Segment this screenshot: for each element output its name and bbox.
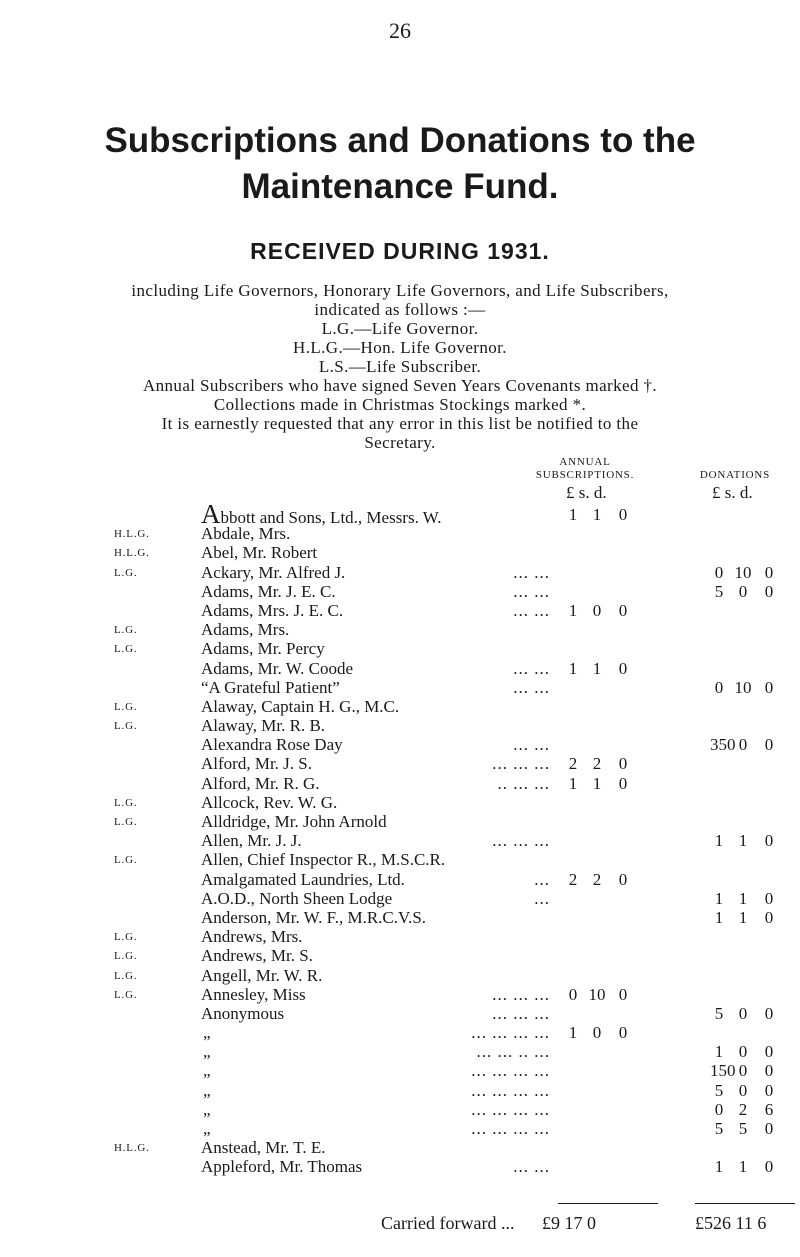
donation-amount-pence: 0 [764,735,774,755]
designation-code: L.G. [114,700,138,713]
entry-name: Alaway, Captain H. G., M.C. [201,696,400,716]
designation-code: L.G. [114,566,138,579]
leader-dots: ... ... [513,1157,550,1177]
page-title: Subscriptions and Donations to the [104,121,696,160]
list-item [0,601,800,620]
annual-amount-pounds: 1 [568,505,578,524]
donation-amount-pounds: 350 [710,735,736,755]
list-item [0,716,800,735]
list-item [0,499,800,529]
leader-dots: ... ... .. ... [476,1042,550,1062]
donation-amount-pence: 0 [764,581,774,601]
list-item [0,985,800,1004]
entry-name: Abel, Mr. Robert [201,543,318,563]
donation-amount-pounds: 1 [714,888,724,908]
list-item [0,927,800,946]
entry-name: Appleford, Mr. Thomas [201,1157,363,1177]
leader-dots: ... [534,888,550,908]
annual-header-line2: SUBSCRIPTIONS. [535,469,635,481]
list-item [0,1061,800,1080]
entry-name: Alford, Mr. R. G. [201,773,320,793]
list-item [0,678,800,697]
list-item [0,620,800,639]
donation-amount-shillings: 1 [738,1157,748,1177]
annual-amount-pounds: 1 [568,1023,578,1043]
annual-amount-pounds: 1 [568,658,578,678]
donation-amount-pence: 0 [764,907,774,927]
donation-amount-shillings: 1 [738,888,748,908]
list-item [0,1119,800,1138]
annual-amount-shillings: 1 [592,773,602,793]
list-item [0,870,800,889]
entry-name: „ [203,1023,211,1043]
leader-dots: ... ... [513,658,550,678]
donation-amount-shillings: 0 [738,581,748,601]
entry-name: Adams, Mrs. [201,620,290,640]
list-item [0,543,800,562]
designation-code: L.G. [114,988,138,1001]
leader-dots: ... ... ... [492,1003,550,1023]
annual-amount-pounds: 1 [568,600,578,620]
entry-name: „ [203,1080,211,1100]
donation-amount-pence: 0 [764,1157,774,1177]
list-item [0,1081,800,1100]
list-item [0,524,800,543]
list-item [0,754,800,773]
leader-dots: ... ... ... ... [471,1061,550,1081]
donation-amount-shillings: 10 [734,562,752,582]
leader-dots: ... ... ... [492,984,550,1004]
annual-amount-shillings: 1 [592,505,602,524]
annual-units: £ s. d. [566,483,607,502]
designation-code: L.G. [114,624,138,637]
list-item [0,946,800,965]
designation-code: L.G. [114,720,138,733]
entry-name: Anstead, Mr. T. E. [201,1138,326,1158]
list-item [0,966,800,985]
list-item [0,1157,800,1176]
annual-amount-pence: 0 [618,869,628,889]
entry-name: Ackary, Mr. Alfred J. [201,562,346,582]
leader-dots: .. ... ... [497,773,550,793]
list-item [0,793,800,812]
donation-amount-pence: 0 [764,1119,774,1138]
entry-name: Andrews, Mr. S. [201,946,313,966]
donation-amount-pence: 0 [764,562,774,582]
leader-dots: ... ... [513,677,550,697]
carried-forward-annual-total: £9 17 0 [542,1213,596,1233]
entry-name: „ [203,1099,211,1119]
leader-dots: ... ... ... [492,831,550,851]
list-item [0,697,800,716]
list-item [0,563,800,582]
annual-amount-pence: 0 [618,984,628,1004]
entry-name: Alford, Mr. J. S. [201,754,312,774]
leader-dots: ... ... [513,735,550,755]
page-subtitle: RECEIVED DURING 1931. [250,238,550,264]
entry-name: A.O.D., North Sheen Lodge [201,888,393,908]
annual-amount-pounds: 2 [568,754,578,774]
donation-amount-shillings: 1 [738,907,748,927]
entry-name: Adams, Mrs. J. E. C. [201,600,344,620]
intro-line: including Life Governors, Honorary Life Governors, and Life Subscribers, [131,281,669,300]
entry-name: Abdale, Mrs. [201,524,291,544]
leader-dots: ... ... ... [492,754,550,774]
leader-dots: ... ... ... ... [471,1023,550,1043]
entry-name: Allen, Mr. J. J. [201,831,302,851]
donation-amount-pounds: 5 [714,1080,724,1100]
donation-amount-shillings: 1 [738,831,748,851]
donation-amount-pence: 0 [764,888,774,908]
entry-name: Annesley, Miss [201,984,306,1004]
total-rule-annual [558,1203,658,1204]
donation-amount-pounds: 0 [714,562,724,582]
donation-amount-shillings: 2 [738,1099,748,1119]
annual-amount-pounds: 1 [568,773,578,793]
designation-code: L.G. [114,854,138,867]
list-item [0,831,800,850]
donation-amount-pounds: 5 [714,1119,724,1138]
carried-forward-label: Carried forward ... [381,1213,515,1233]
annual-amount-pence: 0 [618,1023,628,1043]
annual-amount-pounds: 2 [568,869,578,889]
donations-units: £ s. d. [712,483,753,502]
intro-line: Collections made in Christmas Stockings marked *. [213,395,587,414]
donation-amount-pence: 0 [764,1080,774,1100]
intro-line: L.S.—Life Subscriber. [318,357,482,376]
list-item [0,1138,800,1157]
intro-line: Secretary. [364,433,436,452]
annual-amount-pence: 0 [618,505,628,524]
donation-amount-pence: 0 [764,1003,774,1023]
total-rule-donations [695,1203,795,1204]
annual-amount-pence: 0 [618,754,628,774]
leader-dots: ... ... [513,562,550,582]
list-item [0,850,800,869]
designation-code: L.G. [114,816,138,828]
list-item [0,774,800,793]
intro-line: indicated as follows :— [314,300,486,319]
donation-amount-shillings: 10 [734,677,752,697]
entry-name: Allen, Chief Inspector R., M.S.C.R. [201,850,446,870]
donation-amount-shillings: 0 [738,1061,748,1081]
entry-name: Allcock, Rev. W. G. [201,792,338,812]
donation-amount-pounds: 1 [714,907,724,927]
list-item [0,582,800,601]
entry-name: „ [203,1042,211,1062]
donation-amount-pence: 0 [764,677,774,697]
list-item [0,1023,800,1042]
list-item [0,812,800,831]
annual-amount-pence: 0 [618,658,628,678]
carried-forward-donation-total: £526 11 6 [695,1213,767,1233]
leader-dots: ... ... [513,581,550,601]
annual-amount-shillings: 1 [592,658,602,678]
leader-dots: ... ... ... ... [471,1080,550,1100]
donation-amount-pounds: 1 [714,831,724,851]
leader-dots: ... ... [513,600,550,620]
intro-line: It is earnestly requested that any error in this list be notified to the [161,414,639,433]
list-item [0,1100,800,1119]
donation-amount-pounds: 1 [714,1157,724,1177]
entry-name: Amalgamated Laundries, Ltd. [201,869,405,889]
leader-dots: ... [534,869,550,889]
designation-code: H.L.G. [114,547,150,560]
entry-name: “A Grateful Patient” [201,677,340,697]
list-item [0,1004,800,1023]
annual-amount-shillings: 2 [592,869,602,889]
donation-amount-shillings: 0 [738,1003,748,1023]
entry-name: Adams, Mr. Percy [201,639,325,659]
entry-name: „ [203,1119,211,1138]
designation-code: L.G. [114,643,138,656]
entry-name: Alaway, Mr. R. B. [201,716,326,736]
donation-amount-pence: 0 [764,831,774,851]
annual-header-line1: ANNUAL [559,456,611,468]
intro-line: Annual Subscribers who have signed Seven Years Covenants marked †. [142,376,658,395]
designation-code: H.L.G. [114,1142,150,1155]
annual-amount-shillings: 10 [588,984,606,1004]
intro-line: L.G.—Life Governor. [321,319,479,338]
annual-amount-pence: 0 [618,600,628,620]
list-item [0,908,800,927]
list-item [0,889,800,908]
entry-name: Alexandra Rose Day [201,735,343,755]
donation-amount-pence: 0 [764,1061,774,1081]
entry-name: Adams, Mr. W. Coode [201,658,354,678]
annual-amount-shillings: 0 [592,600,602,620]
donation-amount-pence: 6 [764,1099,774,1119]
annual-amount-shillings: 2 [592,754,602,774]
donation-amount-pounds: 150 [710,1061,736,1081]
donations-header: DONATIONS [699,469,771,481]
entry-name: Anderson, Mr. W. F., M.R.C.V.S. [201,907,427,927]
donation-amount-shillings: 0 [738,1042,748,1062]
leader-dots: ... ... ... ... [471,1099,550,1119]
list-item [0,735,800,754]
list-item [0,659,800,678]
donation-amount-pounds: 0 [714,1099,724,1119]
donation-amount-pence: 0 [764,1042,774,1062]
designation-code: L.G. [114,931,138,944]
donation-amount-shillings: 0 [738,1080,748,1100]
intro-line: H.L.G.—Hon. Life Governor. [293,338,507,357]
annual-amount-pence: 0 [618,773,628,793]
list-item [0,639,800,658]
designation-code: L.G. [114,796,138,809]
entry-name: Anonymous [201,1003,285,1023]
entry-name: Andrews, Mrs. [201,927,303,947]
leader-dots: ... ... ... ... [471,1119,550,1138]
designation-code: L.G. [114,950,138,963]
donation-amount-pounds: 1 [714,1042,724,1062]
page-number: 26 [389,18,411,43]
annual-subscriptions-header [515,456,655,482]
entry-name: Abbott and Sons, Ltd., Messrs. W. [201,499,442,529]
entry-name: Alldridge, Mr. John Arnold [201,812,387,831]
designation-code: L.G. [114,969,138,982]
designation-code: H.L.G. [114,528,150,541]
list-item [0,1042,800,1061]
entry-name: Angell, Mr. W. R. [201,965,323,985]
donation-amount-pounds: 5 [714,1003,724,1023]
donation-amount-shillings: 5 [738,1119,748,1138]
donation-amount-pounds: 5 [714,581,724,601]
annual-amount-pounds: 0 [568,984,578,1004]
entry-name: „ [203,1061,211,1081]
donation-amount-shillings: 0 [738,735,748,755]
entry-name: Adams, Mr. J. E. C. [201,581,336,601]
annual-amount-shillings: 0 [592,1023,602,1043]
subscriber-list [0,499,800,1177]
donation-amount-pounds: 0 [714,677,724,697]
page-title-line2: Maintenance Fund. [241,167,559,206]
